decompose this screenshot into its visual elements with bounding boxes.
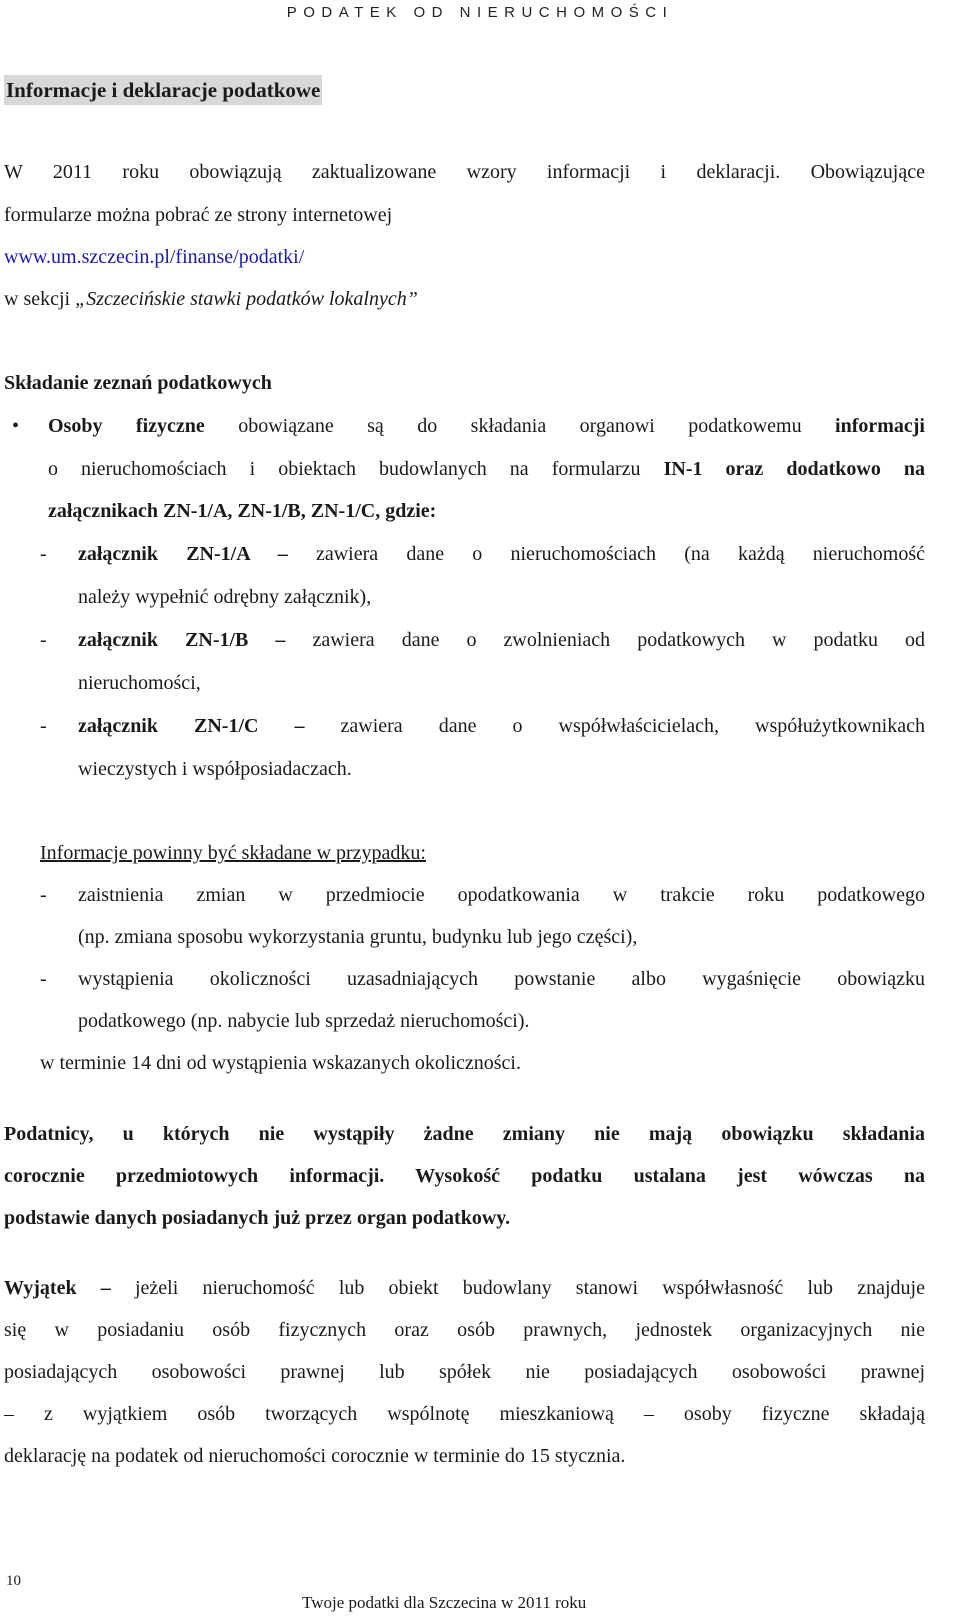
exception-line-1-text: jeżeli nieruchomość lub obiekt budowlany stanowi współwłasność lub znajduje (110, 1277, 925, 1299)
exception-line-4: – z wyjątkiem osób tworzących wspólnotę mieszkaniową – osoby fizyczne składają (4, 1403, 925, 1425)
case-1-line-1: zaistnienia zmian w przedmiocie opodatkowania w trakcie roku podatkowego (78, 884, 925, 906)
attachment-b-line-1 (78, 619, 925, 662)
cases-deadline: w terminie 14 dni od wystąpienia wskazanych okoliczności. (40, 1052, 521, 1074)
section-title: Informacje i deklaracje podatkowe (4, 75, 322, 105)
page-number: 10 (6, 1573, 21, 1589)
attachment-a-line-2: należy wypełnić odrębny załącznik), (78, 586, 372, 608)
dash-marker: - (40, 629, 47, 651)
exception-line-3: posiadających osobowości prawnej lub spółek nie posiadających osobowości prawnej (4, 1361, 925, 1383)
exception-label: Wyjątek – (4, 1277, 111, 1299)
bullet-line-1-text: obowiązane są do składania organowi podatkowemu (204, 415, 836, 437)
case-2-line-2: podatkowego (np. nabycie lub sprzedaż nieruchomości). (78, 1010, 530, 1032)
dash-marker: - (40, 543, 47, 565)
tax-forms-link[interactable]: www.um.szczecin.pl/finanse/podatki/ (4, 246, 305, 268)
attachment-a-text: zawiera dane o nieruchomościach (na każdą nieruchomość (287, 543, 925, 565)
dash-marker: - (40, 884, 47, 906)
exception-line-5: deklarację na podatek od nieruchomości corocznie w terminie do 15 stycznia. (4, 1445, 626, 1467)
page-header: PODATEK OD NIERUCHOMOŚCI (286, 4, 674, 21)
attachment-a-line-1 (78, 533, 925, 576)
case-2-line-1: wystąpienia okoliczności uzasadniających powstanie albo wygaśnięcie obowiązku (78, 968, 925, 990)
intro-line-2: formularze można pobrać ze strony internetowej (4, 204, 393, 226)
bold-para-line-1: Podatnicy, u których nie wystąpiły żadne zmiany nie mają obowiązku składania (4, 1123, 925, 1145)
form-in1-label: IN-1 oraz dodatkowo na (663, 458, 925, 480)
attachment-c-line-1 (78, 705, 925, 748)
attachment-a-label: załącznik ZN-1/A – (78, 543, 288, 565)
dash-marker: - (40, 715, 47, 737)
page-footer: Twoje podatki dla Szczecina w 2011 roku (302, 1593, 587, 1612)
attachment-c-line-2: wieczystych i współposiadaczach. (78, 758, 352, 780)
intro-line-4 (4, 278, 418, 321)
attachment-b-text: zawiera dane o zwolnieniach podatkowych w podatku od (285, 629, 925, 651)
intro-line-1: W 2011 roku obowiązują zaktualizowane wzory informacji i deklaracji. Obowiązujące (4, 161, 925, 183)
information-label: informacji (835, 415, 925, 437)
exception-line-2: się w posiadaniu osób fizycznych oraz osób prawnych, jednostek organizacyjnych nie (4, 1319, 925, 1341)
bold-para-line-3: podstawie danych posiadanych już przez organ podatkowy. (4, 1207, 511, 1229)
persons-label: Osoby fizyczne (48, 415, 205, 437)
cases-heading: Informacje powinny być składane w przypadku: (40, 842, 426, 864)
intro-section-name: „Szczecińskie stawki podatków lokalnych” (75, 288, 418, 310)
bullet-line-2 (48, 448, 925, 491)
exception-line-1 (4, 1267, 925, 1310)
bullet-icon: • (12, 415, 20, 437)
filing-heading: Składanie zeznań podatkowych (4, 372, 272, 394)
dash-marker: - (40, 968, 47, 990)
intro-section-prefix: w sekcji (4, 288, 76, 310)
attachment-b-line-2: nieruchomości, (78, 672, 201, 694)
bold-para-line-2: corocznie przedmiotowych informacji. Wysokość podatku ustalana jest wówczas na (4, 1165, 925, 1187)
bullet-line-1 (48, 405, 925, 448)
bullet-line-3: załącznikach ZN-1/A, ZN-1/B, ZN-1/C, gdzie: (48, 500, 437, 522)
bullet-line-2-text: o nieruchomościach i obiektach budowlanych na formularzu (48, 458, 664, 480)
case-1-line-2: (np. zmiana sposobu wykorzystania gruntu, budynku lub jego części), (78, 926, 638, 948)
attachment-c-label: załącznik ZN-1/C – (78, 715, 305, 737)
attachment-c-text: zawiera dane o współwłaścicielach, współużytkownikach (304, 715, 925, 737)
attachment-b-label: załącznik ZN-1/B – (78, 629, 286, 651)
